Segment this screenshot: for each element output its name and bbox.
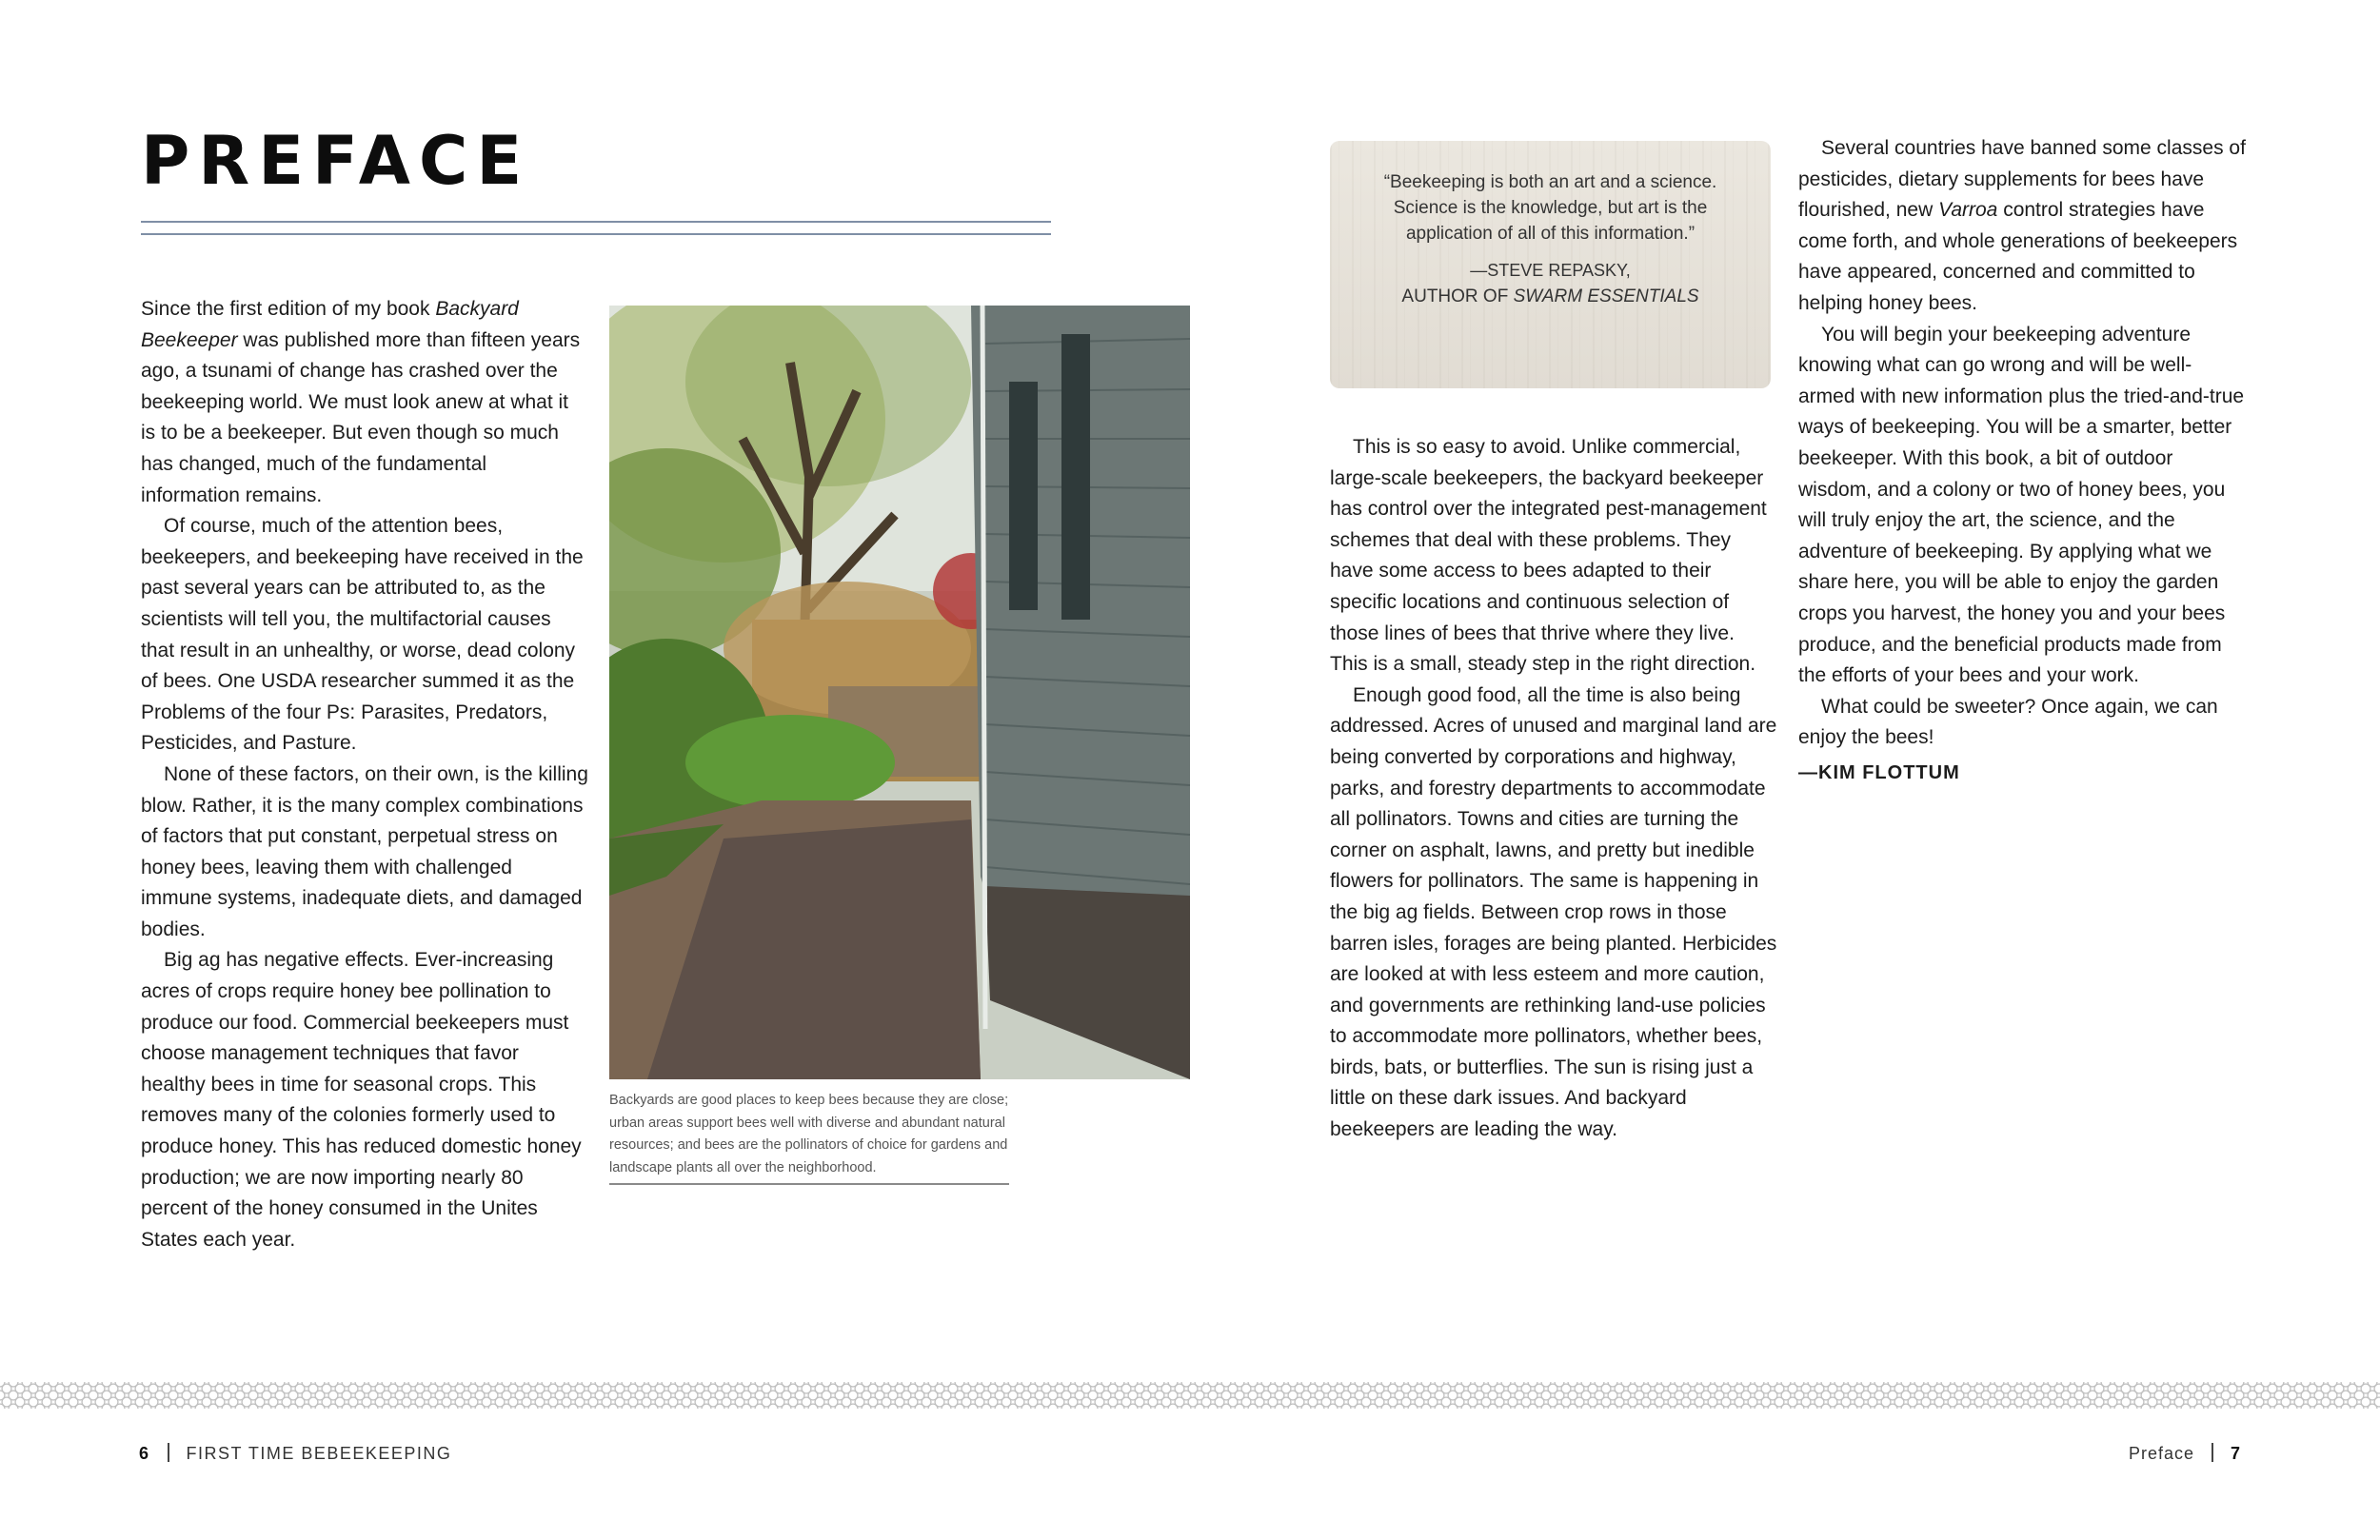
author-signature: —KIM FLOTTUM: [1798, 761, 1960, 783]
footer-separator: [168, 1443, 169, 1462]
footer-right: [2129, 1443, 2241, 1464]
quote-text: “Beekeeping is both an art and a science. Science is the knowledge, but art is the application of all of this information.”: [1383, 172, 1717, 244]
paragraph: Big ag has negative effects. Ever-increasing acres of crops require honey bee pollination to produce our food. Commercial beekeepers must choose management techniques that favor healthy bees in time for seasonal crops. This removes many of the colonies formerly used to produce honey. This has reduced domestic honey production; we are now importing nearly 80 percent of the honey consumed in the Unites States each year.: [141, 949, 582, 1251]
footer-separator: [2211, 1443, 2213, 1462]
caption-rule: [609, 1183, 1009, 1185]
text-column-1: [141, 294, 588, 1255]
footer-left: [139, 1443, 451, 1464]
quote-attribution-name: —STEVE REPASKY,: [1470, 261, 1631, 280]
honeycomb-divider: [0, 1382, 2380, 1409]
chapter-title: Preface: [2128, 1444, 2194, 1463]
quote-attribution-source: AUTHOR OF SWARM ESSENTIALS: [1401, 286, 1699, 306]
title-rule-top: [141, 221, 1051, 223]
paragraph: Since the first edition of my book Backyard Beekeeper was published more than fifteen years ago, a tsunami of change has crashed over the beekeeping world. We must look anew at what it is to be a beekeeper. But even though so much has changed, much of the fundamental information remains.: [141, 298, 581, 506]
backyard-photo: [609, 306, 1190, 1079]
paragraph: Several countries have banned some classes of pesticides, dietary supplements for bees have flourished, new Varroa control strategies have come forth, and whole generations of beekeepers have appeared, concerned and committed to helping honey bees.: [1798, 137, 2246, 314]
page-title: PREFACE: [141, 122, 531, 200]
paragraph: Of course, much of the attention bees, beekeepers, and beekeeping have received in the past several years can be attributed to, as the scientists will tell you, the multifactorial causes that result in an unhealthy, or worse, dead colony of bees. One USDA researcher summed it as the Problems of the four Ps: Parasites, Predators, Pesticides, and Pasture.: [141, 515, 584, 755]
page-number-right: 7: [2230, 1444, 2241, 1463]
page-number-left: 6: [139, 1444, 150, 1463]
title-rule-bottom: [141, 233, 1051, 235]
paragraph: You will begin your beekeeping adventure knowing what can go wrong and will be well-armed with new information plus the tried-and-true ways of beekeeping. You will be a smarter, better beekeeper. With this book, a bit of outdoor wisdom, and a colony or two of honey bees, you will truly enjoy the art, the science, and the adventure of beekeeping. By applying what we share here, you will be able to enjoy the garden crops you harvest, the honey you and your bees produce, and the beneficial products made from the efforts of your bees and your work.: [1798, 323, 2245, 687]
text-column-3: [1330, 432, 1777, 1146]
text-column-4: [1798, 133, 2246, 788]
paragraph: Enough good food, all the time is also being addressed. Acres of unused and marginal land are being converted by corporations and highway, parks, and forestry departments to accommodate all pollinators. Towns and cities are turning the corner on asphalt, lawns, and pretty but inedible flowers for pollinators. The same is happening in the big ag fields. Between crop rows in those barren isles, forages are being planted. Herbicides are looked at with less esteem and more caution, and governments are rethinking land-use policies to accommodate more pollinators, whether bees, birds, bats, or butterflies. The sun is rising just a little on these dark issues. And backyard beekeepers are leading the way.: [1330, 683, 1777, 1141]
paragraph: What could be sweeter? Once again, we can enjoy the bees!: [1798, 695, 2218, 749]
pull-quote: [1330, 141, 1771, 388]
photo-caption: Backyards are good places to keep bees because they are close; urban areas support bees well with diverse and abundant natural resources; and bees are the pollinators of choice for gardens and landscape plants all over the neighborhood.: [609, 1093, 1009, 1175]
book-title: FIRST TIME BEBEEKEEPING: [186, 1444, 452, 1463]
paragraph: This is so easy to avoid. Unlike commercial, large-scale beekeepers, the backyard beekeeper has control over the integrated pest-management schemes that deal with these problems. They have some access to bees adapted to their specific locations and continuous selection of those lines of bees that thrive where they live. This is a small, steady step in the right direction.: [1330, 436, 1767, 676]
paragraph: None of these factors, on their own, is the killing blow. Rather, it is the many complex combinations of factors that put constant, perpetual stress on honey bees, leaving them with challenged immune systems, inadequate diets, and damaged bodies.: [141, 762, 588, 940]
